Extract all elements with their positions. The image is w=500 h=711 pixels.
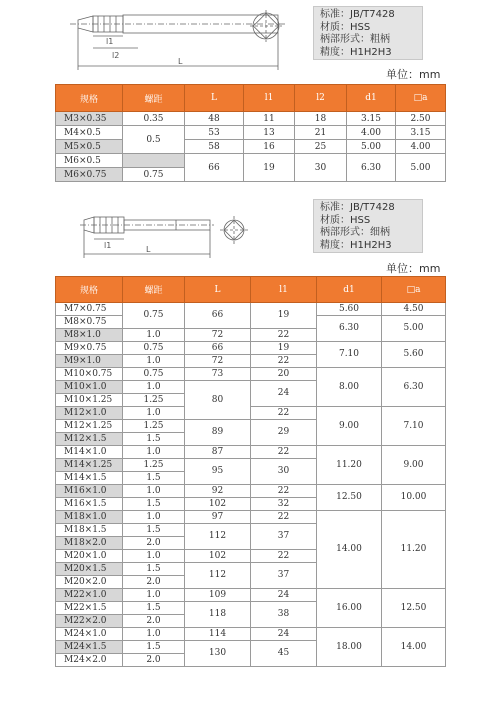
- table-1: [55, 84, 446, 182]
- spec1-precision: 精度：H1H2H3: [320, 46, 392, 58]
- table-row: M20×2.0 2.0: [56, 576, 446, 589]
- t1-header-l2: l2: [295, 85, 347, 112]
- table-row: M20×1.0 1.0 102 22: [56, 550, 446, 563]
- table-row: M22×2.0 2.0: [56, 615, 446, 628]
- t1-header-size: 规格: [56, 85, 123, 112]
- table-row: M14×1.25 1.25 95 30: [56, 459, 446, 472]
- table-row: M12×1.5 1.5: [56, 433, 446, 446]
- table-row: M6×0.5 66 19 30 6.30 5.00: [56, 154, 446, 168]
- t2-header-L: L: [185, 277, 251, 303]
- spec2-standard: 标准：JB/T7428: [320, 202, 395, 213]
- table-row: M16×1.0 1.0 92 22 12.50 10.00: [56, 485, 446, 498]
- table-row: M7×0.75 0.75 66 19 5.60 4.50: [56, 303, 446, 316]
- table-row: M20×1.5 1.5 112 37: [56, 563, 446, 576]
- table-row: M5×0.5 58 16 25 5.00 4.00: [56, 140, 446, 154]
- drawing2-l1: l1: [104, 241, 112, 250]
- table-row: M18×2.0 2.0: [56, 537, 446, 550]
- t2-header-l1: l1: [251, 277, 317, 303]
- table-row: M8×1.0 1.0 72 22: [56, 329, 446, 342]
- table-row: M3×0.35 0.35 48 11 18 3.15 2.50: [56, 112, 446, 126]
- table-row: M12×1.25 1.25 89 29: [56, 420, 446, 433]
- table-row: M4×0.5 0.5 53 13 21 4.00 3.15: [56, 126, 446, 140]
- spec-box-1: [313, 6, 423, 60]
- t2-header-pitch: 螺距: [123, 277, 185, 303]
- table-row: M10×1.0 1.0 80 24: [56, 381, 446, 394]
- t1-header-pitch: 螺距: [123, 85, 185, 112]
- spec-box-2: [313, 199, 423, 253]
- drawing1-l2: l2: [112, 51, 120, 60]
- table-row: M22×1.0 1.0 109 24 16.00 12.50: [56, 589, 446, 602]
- spec1-material: 材质：HSS: [320, 21, 371, 33]
- table-row: M24×1.0 1.0 114 24 18.00 14.00: [56, 628, 446, 641]
- table-row: M6×0.75 0.75: [56, 168, 446, 182]
- t1-header-l1: l1: [244, 85, 295, 112]
- spec1-standard: 标准：JB/T7428: [320, 9, 395, 20]
- table-row: M18×1.0 1.0 97 22 14.00 11.20: [56, 511, 446, 524]
- t2-header-size: 规格: [56, 277, 123, 303]
- drawing2-L: L: [146, 245, 151, 254]
- t2-header-d1: d1: [317, 277, 382, 303]
- t1-header-d1: d1: [347, 85, 396, 112]
- table-row: M16×1.5 1.5 102 32: [56, 498, 446, 511]
- square-end-view-icon: [246, 6, 286, 46]
- spec2-precision: 精度：H1H2H3: [320, 239, 392, 251]
- table-row: M9×1.0 1.0 72 22: [56, 355, 446, 368]
- table-row: M10×1.25 1.25: [56, 394, 446, 407]
- table-row: M10×0.75 0.75 73 20 8.00 6.30: [56, 368, 446, 381]
- tap-drawing-thin-shank: [80, 208, 215, 260]
- t1-header-L: L: [185, 85, 244, 112]
- drawing1-L: L: [178, 57, 183, 66]
- unit-label-1: 单位：mm: [386, 68, 441, 81]
- square-end-view-icon: [218, 214, 250, 246]
- spec2-shank: 柄部形式：细柄: [320, 227, 390, 238]
- drawing1-l1: l1: [106, 37, 114, 46]
- table-row: M18×1.5 1.5 112 37: [56, 524, 446, 537]
- table-row: M24×1.5 1.5 130 45: [56, 641, 446, 654]
- t1-header-a: □a: [396, 85, 446, 112]
- table-row: M22×1.5 1.5 118 38: [56, 602, 446, 615]
- unit-label-2: 单位：mm: [386, 262, 441, 275]
- spec1-shank: 柄部形式：粗柄: [320, 34, 390, 45]
- table-row: M24×2.0 2.0: [56, 654, 446, 667]
- t2-header-a: □a: [382, 277, 446, 303]
- spec2-material: 材质：HSS: [320, 214, 371, 226]
- table-row: M12×1.0 1.0 22 9.00 7.10: [56, 407, 446, 420]
- table-row: M14×1.0 1.0 87 22 11.20 9.00: [56, 446, 446, 459]
- table-row: M14×1.5 1.5: [56, 472, 446, 485]
- table-row: M8×0.75 6.30 5.00: [56, 316, 446, 329]
- table-2: [55, 276, 446, 667]
- table-row: M9×0.75 0.75 66 19 7.10 5.60: [56, 342, 446, 355]
